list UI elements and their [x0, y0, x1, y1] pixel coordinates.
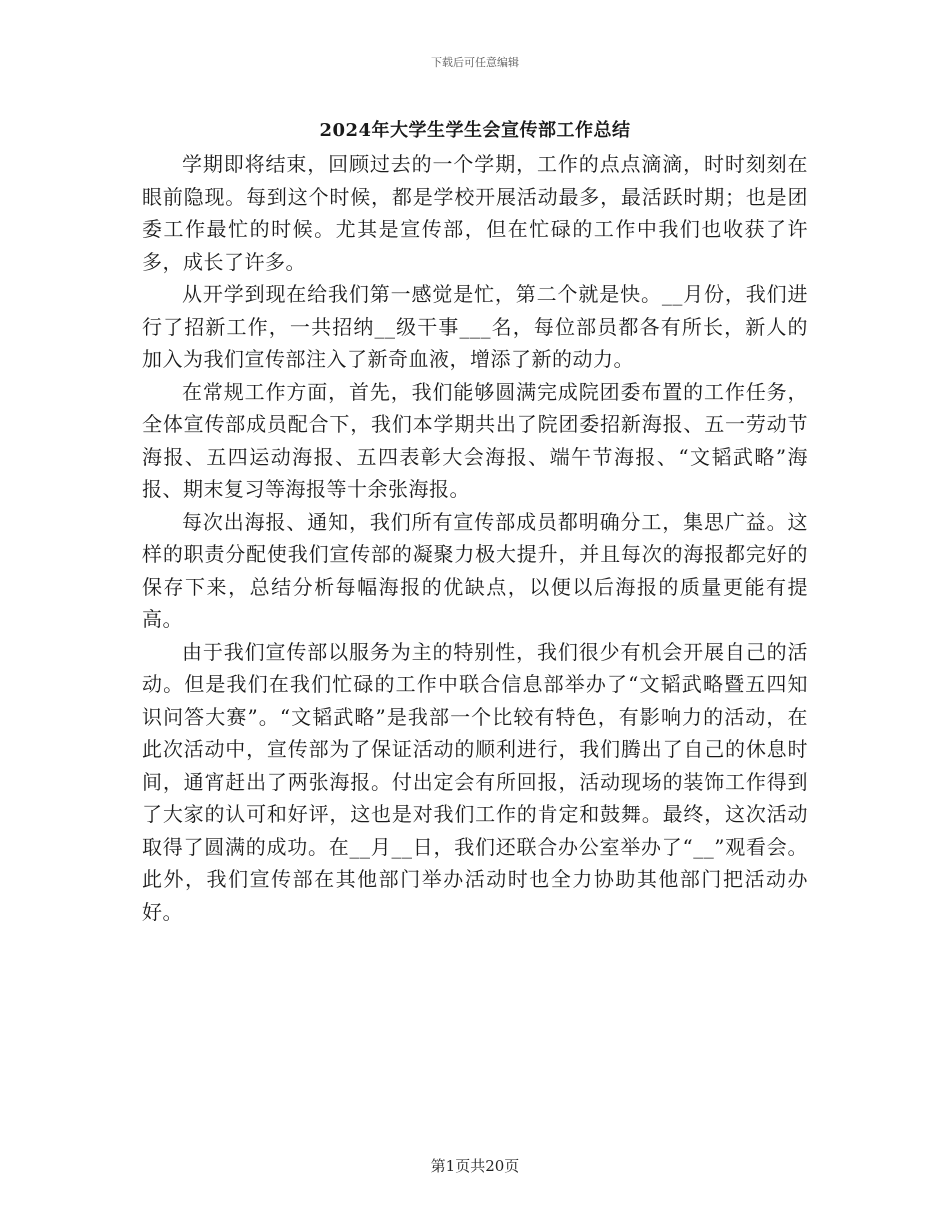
document-body: [142, 148, 808, 928]
paragraph-3: 在常规工作方面，首先，我们能够圆满完成院团委布置的工作任务，全体宣传部成员配合下，我们本学期共出了院团委招新海报、五一劳动节海报、五四运动海报、五四表彰大会海报、端午节海报、“文韬武略”海报、期末复习等海报等十余张海报。: [142, 379, 808, 501]
paragraph-5: 由于我们宣传部以服务为主的特别性，我们很少有机会开展自己的活动。但是我们在我们忙碌的工作中联合信息部举办了“文韬武略暨五四知识问答大赛”。“文韬武略”是我部一个比较有特色，有影响力的活动，在此次活动中，宣传部为了保证活动的顺利进行，我们腾出了自己的休息时间，通宵赶出了两张海报。付出定会有所回报，活动现场的装饰工作得到了大家的认可和好评，这也是对我们工作的肯定和鼓舞。最终，这次活动取得了圆满的成功。在__月__日，我们还联合办公室举办了“__”观看会。此外，我们宣传部在其他部门举办活动时也全力协助其他部门把活动办好。: [142, 639, 808, 924]
paragraph-1: 学期即将结束，回顾过去的一个学期，工作的点点滴滴，时时刻刻在眼前隐现。每到这个时候，都是学校开展活动最多，最活跃时期；也是团委工作最忙的时候。尤其是宣传部，但在忙碌的工作中我们也收获了许多，成长了许多。: [142, 152, 808, 274]
paragraph-4: 每次出海报、通知，我们所有宣传部成员都明确分工，集思广益。这样的职责分配使我们宣传部的凝聚力极大提升，并且每次的海报都完好的保存下来，总结分析每幅海报的优缺点，以便以后海报的质量更能有提高。: [142, 509, 808, 631]
document-title: 2024年大学生学生会宣传部工作总结: [319, 120, 631, 141]
paragraph-2: 从开学到现在给我们第一感觉是忙，第二个就是快。__月份，我们进行了招新工作，一共招纳__级干事___名，每位部员都各有所长，新人的加入为我们宣传部注入了新奇血液，增添了新的动力。: [142, 282, 808, 371]
header-note: 下载后可任意编辑: [431, 56, 519, 69]
page-footer: 第1页共20页: [430, 1157, 520, 1175]
